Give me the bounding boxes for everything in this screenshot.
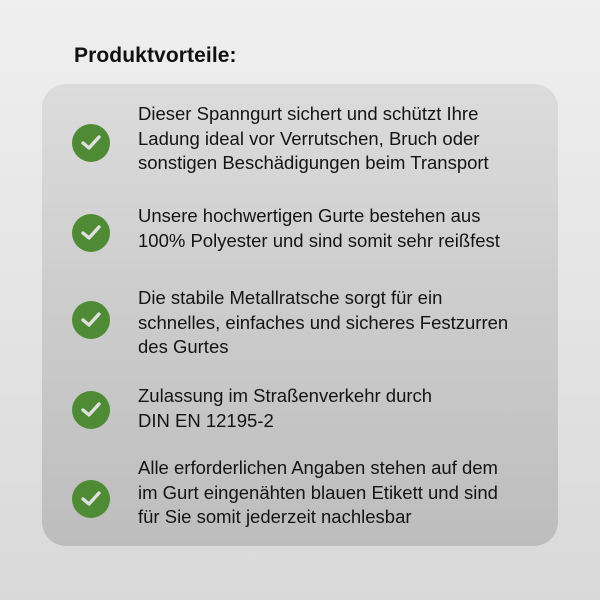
benefit-text: Alle erforderlichen Angaben stehen auf dem im Gurt eingenähten blauen Etikett und sind für Sie somit jederzeit nachlesbar	[138, 457, 498, 527]
check-circle-icon	[72, 480, 110, 518]
benefit-text: Unsere hochwertigen Gurte bestehen aus 100% Polyester und sind somit sehr reißfest	[138, 205, 500, 251]
benefits-panel	[42, 84, 558, 546]
check-circle-icon	[72, 391, 110, 429]
section-title: Produktvorteile:	[74, 44, 237, 67]
check-circle-icon	[72, 214, 110, 252]
check-circle-icon	[72, 124, 110, 162]
benefit-text: Zulassung im Straßenverkehr durch DIN EN 12195-2	[138, 385, 433, 431]
check-circle-icon	[72, 301, 110, 339]
benefit-text: Die stabile Metallratsche sorgt für ein schnelles, einfaches und sicheres Festzurren des Gurtes	[138, 287, 509, 357]
benefit-text: Dieser Spanngurt sichert und schützt Ihre Ladung ideal vor Verrutschen, Bruch oder sonstigen Beschädigungen beim Transport	[138, 103, 489, 173]
